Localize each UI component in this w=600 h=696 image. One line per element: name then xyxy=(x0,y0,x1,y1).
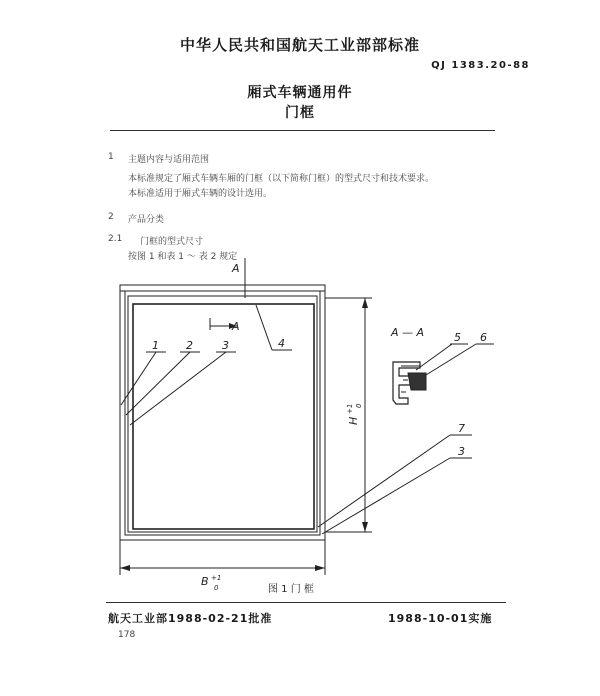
frame-outer-edge xyxy=(120,285,325,540)
width-dimension-label: B xyxy=(201,575,209,588)
section-2-number: 2 xyxy=(108,212,114,222)
leader-3b xyxy=(322,458,450,534)
frame-inner-opening xyxy=(133,304,314,529)
leader-7 xyxy=(318,435,450,527)
height-arrow-bottom xyxy=(362,522,368,532)
height-arrow-top xyxy=(362,298,368,308)
leader-4 xyxy=(256,305,272,350)
callout-3: 3 xyxy=(222,339,229,352)
callout-6: 6 xyxy=(480,331,487,344)
width-tolerance-lower: 0 xyxy=(214,584,219,592)
callout-2: 2 xyxy=(186,339,193,352)
height-tolerance-upper: +1 xyxy=(346,403,354,414)
height-dimension-label: H xyxy=(347,416,360,425)
section-1-paragraph-2: 本标准适用于厢式车辆的设计选用。 xyxy=(128,189,273,199)
section-2-1-title: 门框的型式尺寸 xyxy=(140,237,204,247)
approval-date: 航天工业部1988-02-21批准 xyxy=(108,612,273,625)
leader-1 xyxy=(121,352,156,405)
page-number: 178 xyxy=(118,630,136,640)
implementation-date: 1988-10-01实施 xyxy=(388,612,493,625)
frame-middle-edge xyxy=(128,296,317,532)
leader-3 xyxy=(130,352,226,425)
leader-5 xyxy=(416,344,452,370)
section-2-1-number: 2.1 xyxy=(108,234,123,244)
width-arrow-right xyxy=(315,565,325,571)
section-2-1-paragraph: 按图 1 和表 1 ～ 表 2 规定 xyxy=(128,252,238,262)
width-tolerance-upper: +1 xyxy=(211,574,222,582)
section-aa-profile xyxy=(393,362,426,404)
section-1-paragraph-1: 本标准规定了厢式车辆车厢的门框（以下简称门框）的型式尺寸和技术要求。 xyxy=(128,174,435,184)
section-view-label: A — A xyxy=(391,326,425,339)
section-1-number: 1 xyxy=(108,152,114,162)
frame-outer-lip xyxy=(125,291,320,535)
issuing-organization: 中华人民共和国航天工业部部标准 xyxy=(179,36,420,54)
footer-divider xyxy=(106,602,506,603)
callout-7: 7 xyxy=(458,422,465,435)
document-title: 厢式车辆通用件 xyxy=(247,85,353,101)
section-2-title: 产品分类 xyxy=(128,215,165,225)
figure-caption: 图 1 门 框 xyxy=(268,584,314,595)
width-arrow-left xyxy=(120,565,130,571)
callout-4: 4 xyxy=(278,337,285,350)
section-1-title: 主题内容与适用范围 xyxy=(128,155,210,165)
leader-6 xyxy=(426,344,476,375)
callout-3-lower: 3 xyxy=(458,445,465,458)
document-subtitle: 门框 xyxy=(285,105,315,121)
height-tolerance-lower: 0 xyxy=(355,403,363,408)
section-mark-left: A xyxy=(232,320,240,333)
callout-1: 1 xyxy=(152,339,159,352)
section-mark-top: A xyxy=(232,262,240,275)
standard-code: QJ 1383.20-88 xyxy=(431,60,530,71)
callout-5: 5 xyxy=(454,331,461,344)
